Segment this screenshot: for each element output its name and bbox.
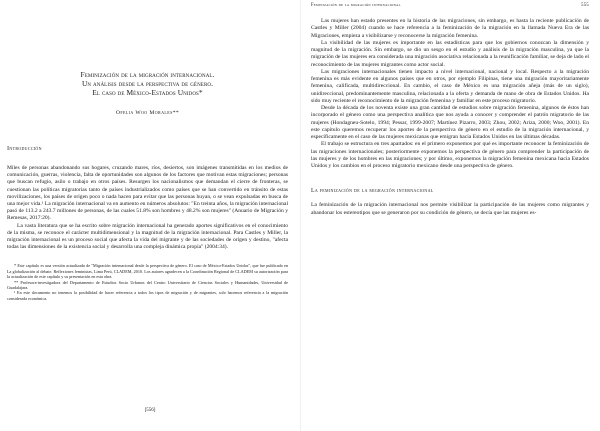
section-heading-introduccion: Introducción	[7, 145, 42, 152]
page-folio: [556]	[144, 408, 156, 413]
title-line-1: Feminización de la migración internacional.	[80, 70, 215, 79]
right-page	[300, 0, 600, 431]
footnote-2: ** Profesora-investigadora del Departamento de Estudios Socio Urbanos del Centro Universitario de Ciencias Sociales y Humanidades, Universidad de Guadalajara.	[7, 279, 288, 291]
article-title	[7, 70, 288, 97]
footnotes	[7, 263, 288, 301]
paragraph-3: Las mujeres han estado presentes en la historia de las migraciones, sin embargo, es hasta la reciente publicación de Castles y Miller (2004) cuando se hace referencia a la feminización de la migración en la llamada Nueva Era de las Migraciones, empieza a visibilizarse y reconocerse la migración femenina.	[311, 18, 589, 39]
paragraph-4: La visibilidad de las mujeres es importante en las estadísticas para que los gobiernos conozcan la dimensión y magnitud de la migración. Sin embargo, se dio un sesgo en el estudio y análisis de la migración masculina, ya que la migración de las mujeres era considerada una migración asociativa relacionada a la reunificación familiar, se deja de lado el reconocimiento de las mujeres migrantes como actor social.	[311, 39, 589, 68]
paragraph-8: La feminización de la migración internacional nos permite visibilizar la participación de las mujeres como migrantes y abandonar los estereotipos que se generaron por su condición de género, se decía que las mujeres es-	[311, 202, 589, 216]
title-line-3: El caso de México-Estados Unidos*	[92, 88, 203, 97]
running-head-title: Feminización de la migración internacional	[311, 3, 401, 8]
paragraph-7: El trabajo se estructura en tres apartados: en el primero exponemos por qué es importante reconocer la feminización de las migraciones internacionales; posteriormente exponemos la perspectiva de género para comprender la participación de las mujeres y de los hombres en las migraciones; y por último, exponemos la migración femenina mexicana hacia Estados Unidos y los cambios en el proceso migratorio mexicano desde una perspectiva de género.	[311, 141, 589, 169]
page-number: 555	[581, 3, 589, 8]
paragraph-2: La vasta literatura que se ha escrito sobre migración internacional ha generado aportes significativos en el conocimiento de la misma, se reconoce el carácter multidimensional y la magnitud de la migración internacional. Para Castles y Miller, la migración internacional es un proceso social que afecta la vida del migrante y de las sociedades de origen y destino, "afecta todas las dimensiones de la existencia social y desarrolla una compleja dinámica propia" (2004:34).	[7, 222, 288, 251]
paragraph-5: Las migraciones internacionales tienen impacto a nivel internacional, nacional y local. Respecto a la migración femenina es más evidente en algunos países que en otros, por ejemplo Filipinas, tiene una migración mayoritariamente femenina, calificada, multidireccional. En cambio, el caso de México es una migración añeja (más de un siglo), unidireccional, predominantemente masculina, relacionada a la oferta y demanda de mano de obra de Estados Unidos. Ha sido muy reciente el reconocimiento de la migración femenina y familiar en este proceso migratorio.	[311, 68, 589, 104]
title-line-2: Un análisis desde la perspectiva de género.	[81, 79, 214, 88]
footnote-1: * Este capítulo es una versión actualizada de "Migración internacional desde la perspectiva de género. El caso de México-Estados Unidos", que fue publicado en La globalización al debate. Reflexiones feministas, Lima Perú, CLADEM, 2010. Los autores agradecen a la Coordinación Regional de CLADEM su autorización para la actualización de este capítulo y su presentación en esta obra.	[7, 263, 288, 280]
running-head	[311, 3, 589, 8]
author-name: Ofelia Woo Morales**	[115, 110, 180, 116]
paragraph-1: Miles de personas abandonando sus hogares, cruzando mares, ríos, desiertos, son imágenes transmitidas en los medios de comunicación, guerras, violencia, falta de oportunidades son algunos de los factores que motivan estas migraciones; personas que buscan refugio, asilo o trabajo en otros países. Resurgen los nacionalismos que demandan el cierre de fronteras, se cuestionan las políticas migratorias tanto de países industrializados como países que se han convertido en tránsito de estas movilizaciones, los países de origen poco o nada hacen para evitar que las personas huyan, o se vean expulsadas en busca de una mejor vida.¹ La migración internacional va en aumento en números absolutos: "En treinta años, la migración internacional pasó de 113.2 a 243.7 millones de personas, de las cuales 51.8% son hombres y 48.2% son mujeres" (Anuario de Migración y Remesas, 2017:20).	[7, 165, 288, 222]
footnote-3: ¹ En este documento no tenemos la posibilidad de hacer referencia a todos los tipos de migración y de migrantes, solo hacemos referencia a la migración considerada económica.	[7, 290, 288, 301]
section-heading-feminizacion: La feminización de la migración internacional	[311, 188, 434, 195]
paragraph-6: Desde la década de los noventa existe una gran cantidad de estudios sobre migración femenina, algunos de éstos han incorporado el género como una perspectiva analítica que nos ayuda a conocer y comprender el patrón migratorio de las mujeres (Hondagneu-Sotelo, 1994; Pessar, 1999-2007; Martínez Pizarro, 2003; Zhou, 2002; Ariza, 2000; Woo, 2001). En este capítulo queremos recuperar los aportes de la perspectiva de género en el estudio de la migración internacional, y específicamente en el caso de las mujeres mexicanas que emigran hacia Estados Unidos en las últimas décadas.	[311, 105, 589, 140]
